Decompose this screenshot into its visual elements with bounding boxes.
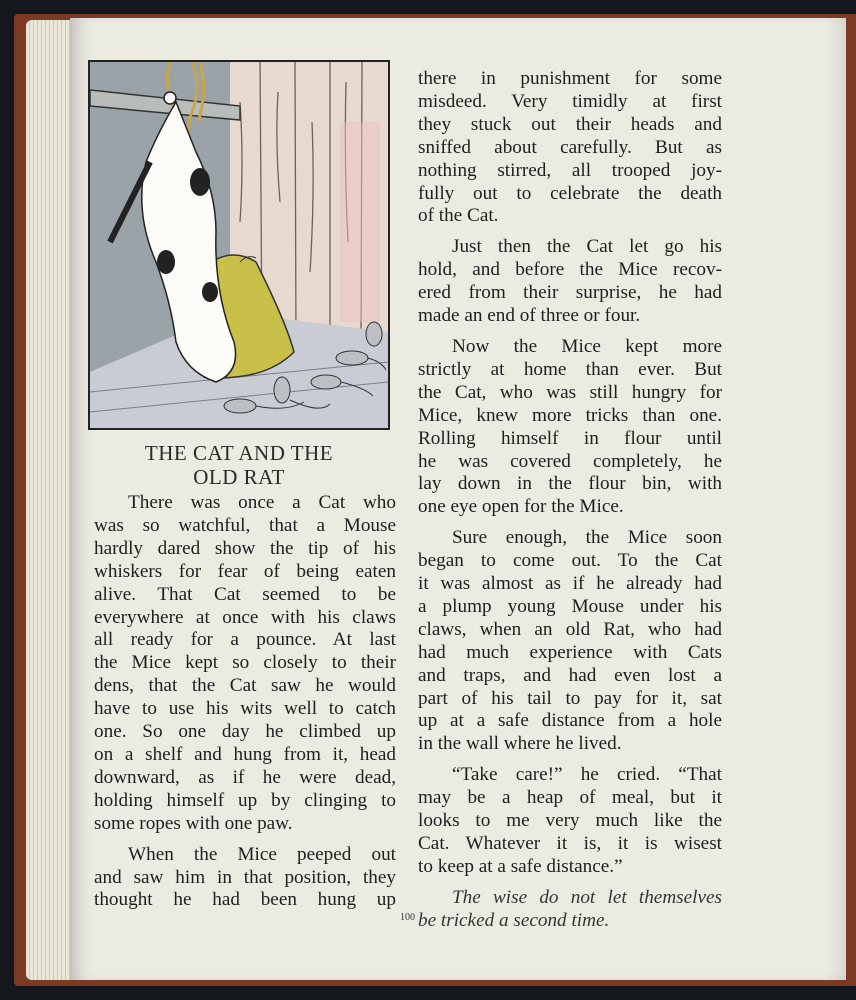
text-line: part of his tail to pay for it, sat [418,687,722,709]
text-line: and traps, and had even lost a [418,664,722,686]
text-line: There was once a Cat who [128,492,396,513]
text-line: everywhere at once with his claws [94,606,396,628]
text-line: in the wall where he lived. [418,733,622,755]
text-line: one. So one day he climbed up [94,721,396,743]
text-line: and saw him in that position, they [94,866,396,888]
text-line: they stuck out their heads and [418,113,722,135]
paragraph-6 [418,764,722,879]
text-line: alive. That Cat seemed to be [94,583,396,605]
paragraph-3 [418,236,722,328]
text-line: began to come out. To the Cat [418,550,722,572]
text-line: dens, that the Cat saw he would [94,675,396,697]
text-line: ered from their surprise, he had [418,282,722,304]
text-line: Cat. Whatever it is, it is wisest [418,833,722,854]
text-line: some ropes with one paw. [94,812,293,834]
text-line: hardly dared show the tip of his [94,537,396,559]
title-line-1: THE CAT AND THE [144,441,334,465]
text-line: downward, as if he were dead, [94,766,396,788]
text-line: the Cat, who was still hungry for [418,381,722,403]
text-line: nothing stirred, all trooped joy- [418,159,722,181]
right-column-text [418,68,722,941]
text-line: Mice, knew more tricks than one. [418,404,722,426]
text-line: whiskers for fear of being eaten [94,560,396,582]
moral [418,887,722,933]
text-line: Now the Mice kept more [452,335,722,357]
text-line: made an end of three or four. [418,305,641,327]
moral-line: The wise do not let themselves [452,886,722,908]
text-line: lay down in the flour bin, with [418,473,722,495]
text-line: one eye open for the Mice. [418,496,624,518]
paragraph-4 [418,336,722,519]
text-line: Just then the Cat let go his [452,236,722,258]
text-line: misdeed. Very timidly at first [418,90,722,112]
paragraph-2-continued [418,68,722,228]
text-line: there in punishment for some [418,68,722,89]
text-line: all ready for a pounce. At last [94,629,396,651]
story-title [88,441,390,489]
text-line: up at a safe distance from a hole [418,710,722,732]
text-line: had much experience with Cats [418,641,722,663]
text-line: Rolling himself in flour until [418,427,722,449]
text-line: thought he had been hung up [94,889,396,911]
text-line: the Mice kept so closely to their [94,652,396,674]
text-line: claws, when an old Rat, who had [418,618,722,640]
text-line: Sure enough, the Mice soon [452,527,722,549]
text-line: sniffed about carefully. But as [418,136,722,158]
text-line: it was almost as if he already had [418,573,722,595]
text-line: When the Mice peeped out [128,843,396,865]
text-line: have to use his wits well to catch [94,698,396,720]
cat-and-mice-illustration [88,60,390,430]
text-line: to keep at a safe distance.” [418,855,623,877]
paragraph-2 [94,844,396,913]
text-line: a plump young Mouse under his [418,595,722,617]
text-line: fully out to celebrate the death [418,182,722,204]
page-number: 100 [400,912,415,923]
text-line: hold, and before the Mice recov- [418,259,722,281]
text-line: was so watchful, that a Mouse [94,514,396,536]
illustration-drawing [90,62,388,428]
title-line-2: OLD RAT [193,465,285,489]
text-line: holding himself up by clinging to [94,789,396,811]
text-line: of the Cat. [418,205,499,227]
left-column-text [94,492,396,920]
paragraph-1 [94,492,396,836]
text-line: “Take care!” he cried. “That [452,764,722,786]
text-line: strictly at home than ever. But [418,358,722,380]
text-line: may be a heap of meal, but it [418,787,722,809]
text-line: looks to me very much like the [418,810,722,832]
moral-line: be tricked a second time. [418,909,610,931]
text-line: on a shelf and hung from it, head [94,743,396,765]
text-line: he was covered completely, he [418,450,722,472]
paragraph-5 [418,527,722,756]
